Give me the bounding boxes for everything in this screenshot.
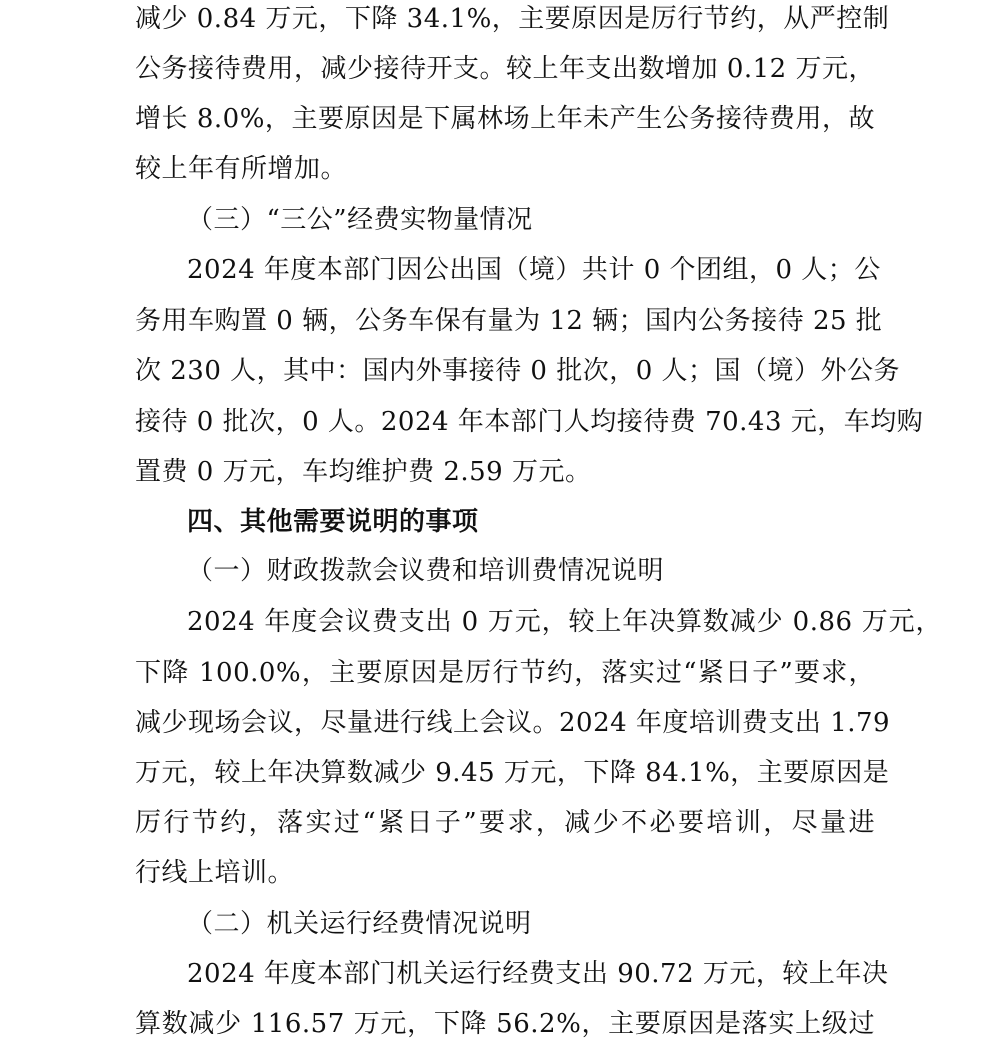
section-heading-4: 四、其他需要说明的事项 [187,507,479,537]
text-line: 2024 年度会议费支出 0 万元，较上年决算数减少 0.86 万元， [187,607,942,637]
text-line: 置费 0 万元，车均维护费 2.59 万元。 [135,457,592,487]
text-line: 算数减少 116.57 万元，下降 56.2%，主要原因是落实上级过 [135,1009,875,1039]
section-heading-4-1: （一）财政拨款会议费和培训费情况说明 [187,556,665,586]
section-heading-3: （三）“三公”经费实物量情况 [187,205,533,235]
text-line: 次 230 人，其中：国内外事接待 0 批次，0 人；国（境）外公务 [135,356,901,386]
text-line: 行线上培训。 [135,858,295,888]
text-line: 增长 8.0%，主要原因是下属林场上年未产生公务接待费用，故 [135,104,875,134]
text-line: 较上年有所增加。 [135,154,348,184]
text-line: 下降 100.0%，主要原因是厉行节约，落实过“紧日子”要求， [135,658,875,688]
text-line: 减少 0.84 万元，下降 34.1%，主要原因是厉行节约，从严控制 [135,4,890,34]
text-line: 减少现场会议，尽量进行线上会议。2024 年度培训费支出 1.79 [135,708,891,738]
text-line: 接待 0 批次，0 人。2024 年本部门人均接待费 70.43 元，车均购 [135,407,924,437]
text-line: 务用车购置 0 辆，公务车保有量为 12 辆；国内公务接待 25 批 [135,306,883,336]
section-heading-4-2: （二）机关运行经费情况说明 [187,909,532,939]
text-line: 厉行节约，落实过“紧日子”要求，减少不必要培训，尽量进 [135,808,875,838]
text-line: 公务接待费用，减少接待开支。较上年支出数增加 0.12 万元， [135,54,875,84]
text-line: 2024 年度本部门因公出国（境）共计 0 个团组，0 人；公 [187,255,881,285]
text-line: 万元，较上年决算数减少 9.45 万元，下降 84.1%，主要原因是 [135,758,890,788]
text-line: 2024 年度本部门机关运行经费支出 90.72 万元，较上年决 [187,959,889,989]
